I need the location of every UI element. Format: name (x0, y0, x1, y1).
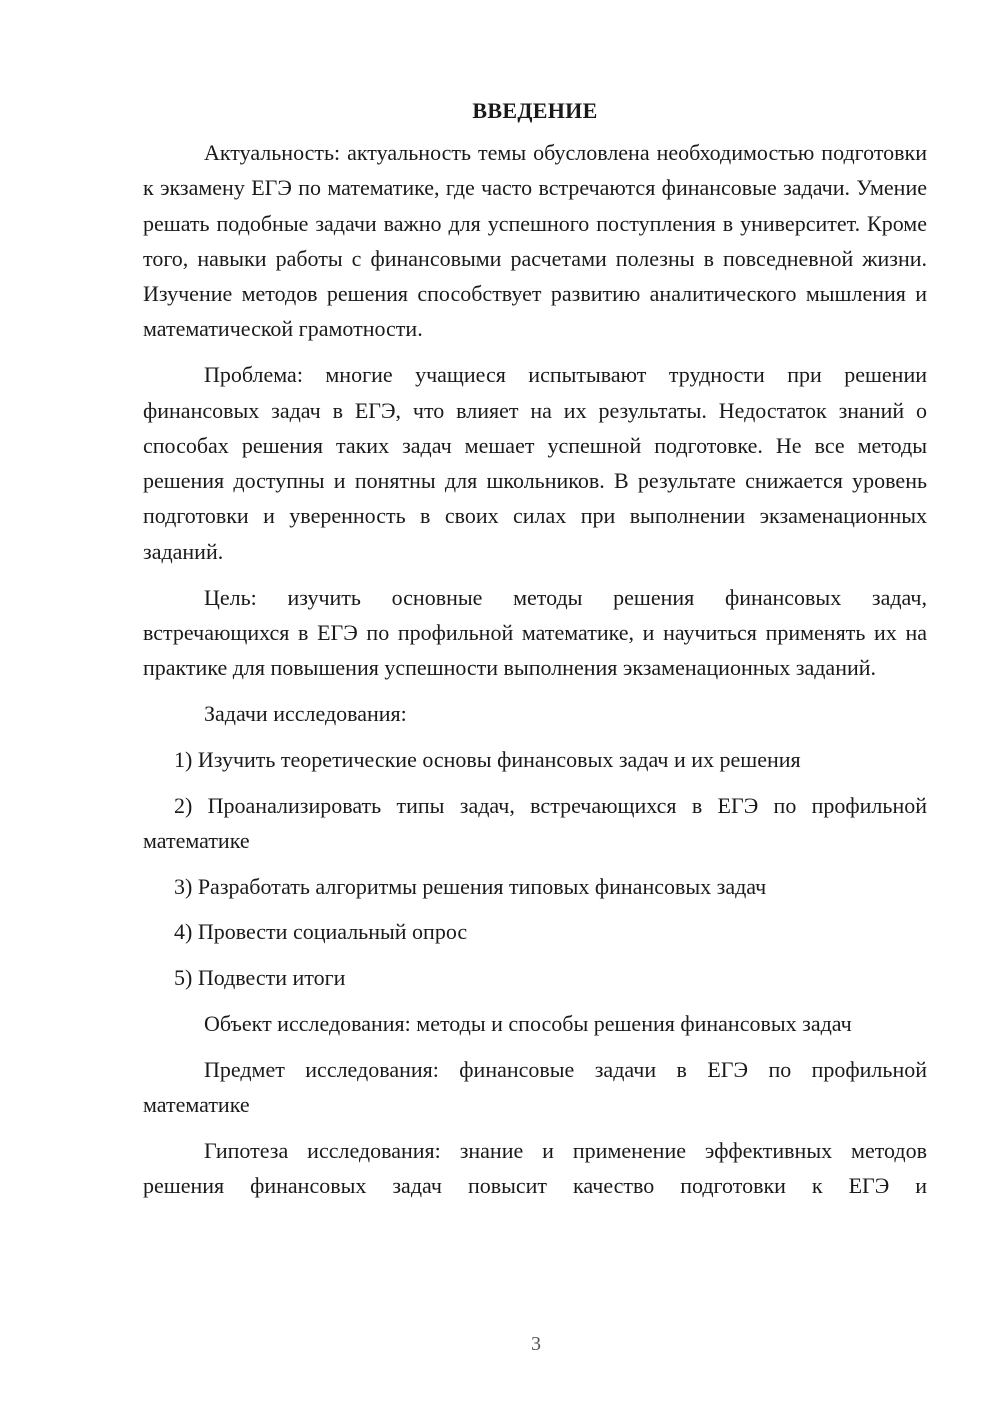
page-content (143, 93, 927, 1204)
task-item-2: 2) Проанализировать типы задач, встречающихся в ЕГЭ по профильной математике (143, 792, 927, 853)
task-item-4: 4) Провести социальный опрос (174, 919, 468, 945)
tasks-heading: Задачи исследования: (204, 700, 407, 726)
problem-paragraph: Проблема: многие учащиеся испытывают трудности при решении финансовых задач в ЕГЭ, что влияет на их результаты. Недостаток знаний о способах решения таких задач мешает успешной подготовке. Не все методы решения доступны и понятны для школьников. В результате снижается уровень подготовки и уверенность в своих силах при выполнении экзаменационных заданий. (143, 362, 927, 564)
section-title: ВВЕДЕНИЕ (472, 98, 598, 123)
subject-paragraph: Предмет исследования: финансовые задачи в ЕГЭ по профильной математике (143, 1056, 927, 1118)
relevance-paragraph: Актуальность: актуальность темы обусловлена необходимостью подготовки к экзамену ЕГЭ по математике, где часто встречаются финансовые задачи. Умение решать подобные задачи важно для успешного поступления в университет. Кроме того, навыки работы с финансовыми расчетами полезны в повседневной жизни. Изучение методов решения способствует развитию аналитического мышления и математической грамотности. (143, 140, 927, 342)
task-item-5: 5) Подвести итоги (174, 965, 346, 991)
hypothesis-paragraph: Гипотеза исследования: знание и применение эффективных методов решения финансовых задач повысит качество подготовки к ЕГЭ и (143, 1137, 927, 1199)
task-item-3: 3) Разработать алгоритмы решения типовых финансовых задач (174, 873, 767, 899)
page-number: 3 (531, 1333, 541, 1355)
object-paragraph: Объект исследования: методы и способы решения финансовых задач (204, 1011, 852, 1037)
goal-paragraph: Цель: изучить основные методы решения финансовых задач, встречающихся в ЕГЭ по профильной математике, и научиться применять их на практике для повышения успешности выполнения экзаменационных заданий. (143, 584, 927, 681)
task-item-1: 1) Изучить теоретические основы финансовых задач и их решения (174, 746, 801, 772)
